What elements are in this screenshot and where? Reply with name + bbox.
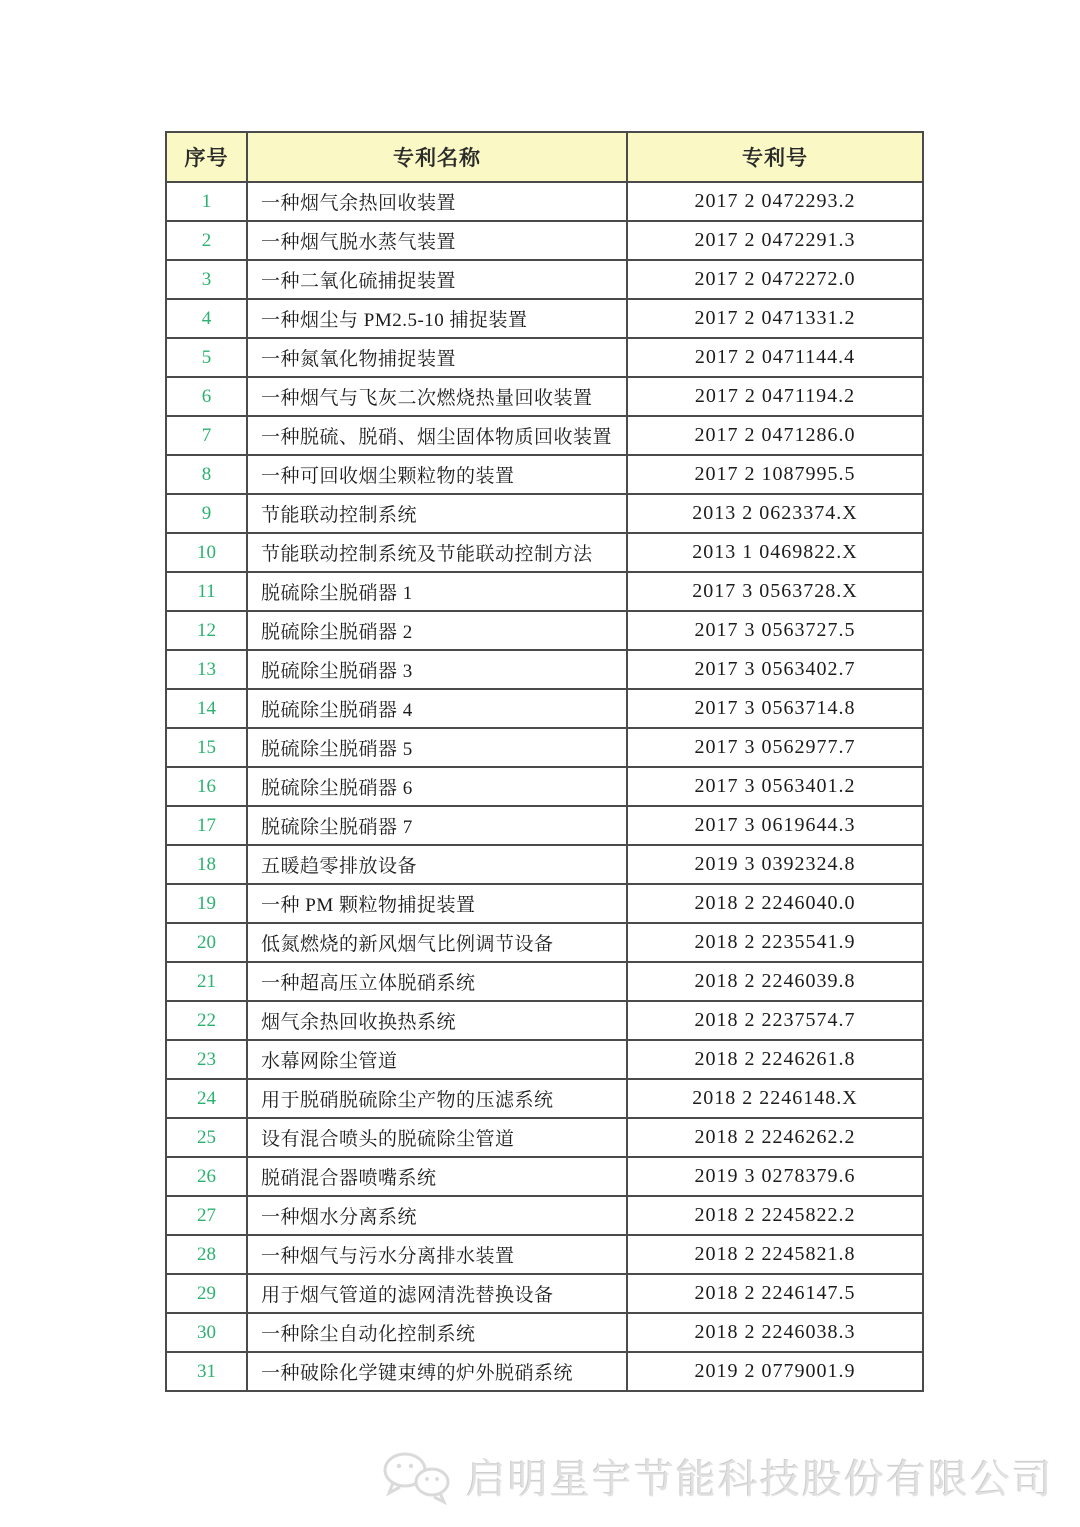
table-row bbox=[166, 533, 923, 572]
patent-name: 水幕网除尘管道 bbox=[247, 1040, 627, 1079]
patent-name: 脱硝混合器喷嘴系统 bbox=[247, 1157, 627, 1196]
patent-index: 3 bbox=[166, 260, 247, 299]
patent-number: 2017 2 0472272.0 bbox=[627, 260, 923, 299]
patent-name: 一种脱硫、脱硝、烟尘固体物质回收装置 bbox=[247, 416, 627, 455]
table-row bbox=[166, 1235, 923, 1274]
patent-number: 2017 2 0471144.4 bbox=[627, 338, 923, 377]
table-row bbox=[166, 299, 923, 338]
table-row bbox=[166, 767, 923, 806]
patent-number: 2017 3 0563402.7 bbox=[627, 650, 923, 689]
watermark-company-name: 启明星宇节能科技股份有限公司 bbox=[466, 1458, 1054, 1502]
patent-name: 低氮燃烧的新风烟气比例调节设备 bbox=[247, 923, 627, 962]
patent-table bbox=[165, 131, 924, 1392]
patent-index: 25 bbox=[166, 1118, 247, 1157]
patent-index: 24 bbox=[166, 1079, 247, 1118]
patent-number: 2018 2 2246039.8 bbox=[627, 962, 923, 1001]
patent-number: 2018 2 2246261.8 bbox=[627, 1040, 923, 1079]
table-row bbox=[166, 377, 923, 416]
table-row bbox=[166, 260, 923, 299]
table-row bbox=[166, 806, 923, 845]
patent-name: 脱硫除尘脱硝器 7 bbox=[247, 806, 627, 845]
patent-number: 2018 2 2245822.2 bbox=[627, 1196, 923, 1235]
table-row bbox=[166, 455, 923, 494]
patent-name: 脱硫除尘脱硝器 3 bbox=[247, 650, 627, 689]
patent-index: 13 bbox=[166, 650, 247, 689]
patent-name: 一种 PM 颗粒物捕捉装置 bbox=[247, 884, 627, 923]
patent-number: 2017 3 0563727.5 bbox=[627, 611, 923, 650]
table-row bbox=[166, 1313, 923, 1352]
patent-name: 一种除尘自动化控制系统 bbox=[247, 1313, 627, 1352]
patent-name: 五暖趋零排放设备 bbox=[247, 845, 627, 884]
patent-number: 2018 2 2246038.3 bbox=[627, 1313, 923, 1352]
patent-index: 12 bbox=[166, 611, 247, 650]
patent-index: 7 bbox=[166, 416, 247, 455]
patent-number: 2017 2 0471286.0 bbox=[627, 416, 923, 455]
header-cell-number: 专利号 bbox=[627, 132, 923, 182]
table-row bbox=[166, 611, 923, 650]
table-row bbox=[166, 1118, 923, 1157]
patent-name: 一种烟气脱水蒸气装置 bbox=[247, 221, 627, 260]
patent-index: 14 bbox=[166, 689, 247, 728]
patent-number: 2017 2 1087995.5 bbox=[627, 455, 923, 494]
patent-index: 26 bbox=[166, 1157, 247, 1196]
table-row bbox=[166, 884, 923, 923]
patent-number: 2019 3 0392324.8 bbox=[627, 845, 923, 884]
patent-name: 用于脱硝脱硫除尘产物的压滤系统 bbox=[247, 1079, 627, 1118]
patent-name: 脱硫除尘脱硝器 5 bbox=[247, 728, 627, 767]
table-row bbox=[166, 1157, 923, 1196]
patent-number: 2017 2 0472291.3 bbox=[627, 221, 923, 260]
watermark bbox=[380, 1448, 1054, 1505]
patent-number: 2017 2 0471331.2 bbox=[627, 299, 923, 338]
table-row bbox=[166, 1196, 923, 1235]
patent-index: 16 bbox=[166, 767, 247, 806]
table-row bbox=[166, 1079, 923, 1118]
patent-name: 一种烟尘与 PM2.5-10 捕捉装置 bbox=[247, 299, 627, 338]
table-row bbox=[166, 962, 923, 1001]
patent-number: 2013 1 0469822.X bbox=[627, 533, 923, 572]
patent-index: 27 bbox=[166, 1196, 247, 1235]
patent-index: 17 bbox=[166, 806, 247, 845]
patent-name: 一种氮氧化物捕捉装置 bbox=[247, 338, 627, 377]
patent-index: 29 bbox=[166, 1274, 247, 1313]
patent-number: 2017 3 0619644.3 bbox=[627, 806, 923, 845]
patent-index: 11 bbox=[166, 572, 247, 611]
patent-number: 2018 2 2246040.0 bbox=[627, 884, 923, 923]
patent-index: 20 bbox=[166, 923, 247, 962]
patent-table-header bbox=[166, 132, 923, 182]
table-row bbox=[166, 338, 923, 377]
patent-name: 一种破除化学键束缚的炉外脱硝系统 bbox=[247, 1352, 627, 1391]
table-row bbox=[166, 1001, 923, 1040]
table-row bbox=[166, 923, 923, 962]
patent-number: 2017 3 0562977.7 bbox=[627, 728, 923, 767]
header-row bbox=[166, 132, 923, 182]
table-row bbox=[166, 494, 923, 533]
patent-number: 2017 2 0471194.2 bbox=[627, 377, 923, 416]
patent-name: 脱硫除尘脱硝器 4 bbox=[247, 689, 627, 728]
patent-index: 21 bbox=[166, 962, 247, 1001]
patent-name: 一种可回收烟尘颗粒物的装置 bbox=[247, 455, 627, 494]
table-row bbox=[166, 689, 923, 728]
patent-index: 19 bbox=[166, 884, 247, 923]
patent-number: 2018 2 2246147.5 bbox=[627, 1274, 923, 1313]
patent-name: 一种烟水分离系统 bbox=[247, 1196, 627, 1235]
patent-name: 脱硫除尘脱硝器 2 bbox=[247, 611, 627, 650]
table-row bbox=[166, 572, 923, 611]
table-row bbox=[166, 845, 923, 884]
patent-index: 6 bbox=[166, 377, 247, 416]
patent-index: 10 bbox=[166, 533, 247, 572]
patent-index: 28 bbox=[166, 1235, 247, 1274]
table-row bbox=[166, 1352, 923, 1391]
patent-index: 4 bbox=[166, 299, 247, 338]
patent-number: 2018 2 2237574.7 bbox=[627, 1001, 923, 1040]
patent-number: 2017 3 0563728.X bbox=[627, 572, 923, 611]
patent-name: 一种烟气与污水分离排水装置 bbox=[247, 1235, 627, 1274]
patent-index: 23 bbox=[166, 1040, 247, 1079]
patent-number: 2018 2 2245821.8 bbox=[627, 1235, 923, 1274]
table-row bbox=[166, 1040, 923, 1079]
patent-index: 30 bbox=[166, 1313, 247, 1352]
patent-number: 2019 3 0278379.6 bbox=[627, 1157, 923, 1196]
patent-number: 2013 2 0623374.X bbox=[627, 494, 923, 533]
patent-index: 2 bbox=[166, 221, 247, 260]
patent-index: 31 bbox=[166, 1352, 247, 1391]
patent-name: 一种烟气与飞灰二次燃烧热量回收装置 bbox=[247, 377, 627, 416]
patent-index: 18 bbox=[166, 845, 247, 884]
patent-index: 22 bbox=[166, 1001, 247, 1040]
patent-index: 9 bbox=[166, 494, 247, 533]
header-cell-index: 序号 bbox=[166, 132, 247, 182]
patent-number: 2018 2 2235541.9 bbox=[627, 923, 923, 962]
patent-name: 用于烟气管道的滤网清洗替换设备 bbox=[247, 1274, 627, 1313]
patent-name: 节能联动控制系统及节能联动控制方法 bbox=[247, 533, 627, 572]
table-row bbox=[166, 728, 923, 767]
patent-name: 一种超高压立体脱硝系统 bbox=[247, 962, 627, 1001]
patent-table-body bbox=[166, 182, 923, 1391]
patent-number: 2019 2 0779001.9 bbox=[627, 1352, 923, 1391]
patent-number: 2017 3 0563714.8 bbox=[627, 689, 923, 728]
patent-index: 1 bbox=[166, 182, 247, 221]
patent-number: 2018 2 2246148.X bbox=[627, 1079, 923, 1118]
patent-number: 2017 2 0472293.2 bbox=[627, 182, 923, 221]
header-cell-name: 专利名称 bbox=[247, 132, 627, 182]
patent-name: 一种二氧化硫捕捉装置 bbox=[247, 260, 627, 299]
patent-number: 2018 2 2246262.2 bbox=[627, 1118, 923, 1157]
table-row bbox=[166, 182, 923, 221]
table-row bbox=[166, 1274, 923, 1313]
patent-name: 脱硫除尘脱硝器 6 bbox=[247, 767, 627, 806]
table-row bbox=[166, 416, 923, 455]
table-row bbox=[166, 650, 923, 689]
patent-index: 15 bbox=[166, 728, 247, 767]
patent-index: 5 bbox=[166, 338, 247, 377]
patent-name: 一种烟气余热回收装置 bbox=[247, 182, 627, 221]
patent-index: 8 bbox=[166, 455, 247, 494]
patent-name: 脱硫除尘脱硝器 1 bbox=[247, 572, 627, 611]
patent-name: 烟气余热回收换热系统 bbox=[247, 1001, 627, 1040]
wechat-icon bbox=[380, 1449, 456, 1505]
patent-name: 节能联动控制系统 bbox=[247, 494, 627, 533]
patent-name: 设有混合喷头的脱硫除尘管道 bbox=[247, 1118, 627, 1157]
patent-number: 2017 3 0563401.2 bbox=[627, 767, 923, 806]
table-row bbox=[166, 221, 923, 260]
